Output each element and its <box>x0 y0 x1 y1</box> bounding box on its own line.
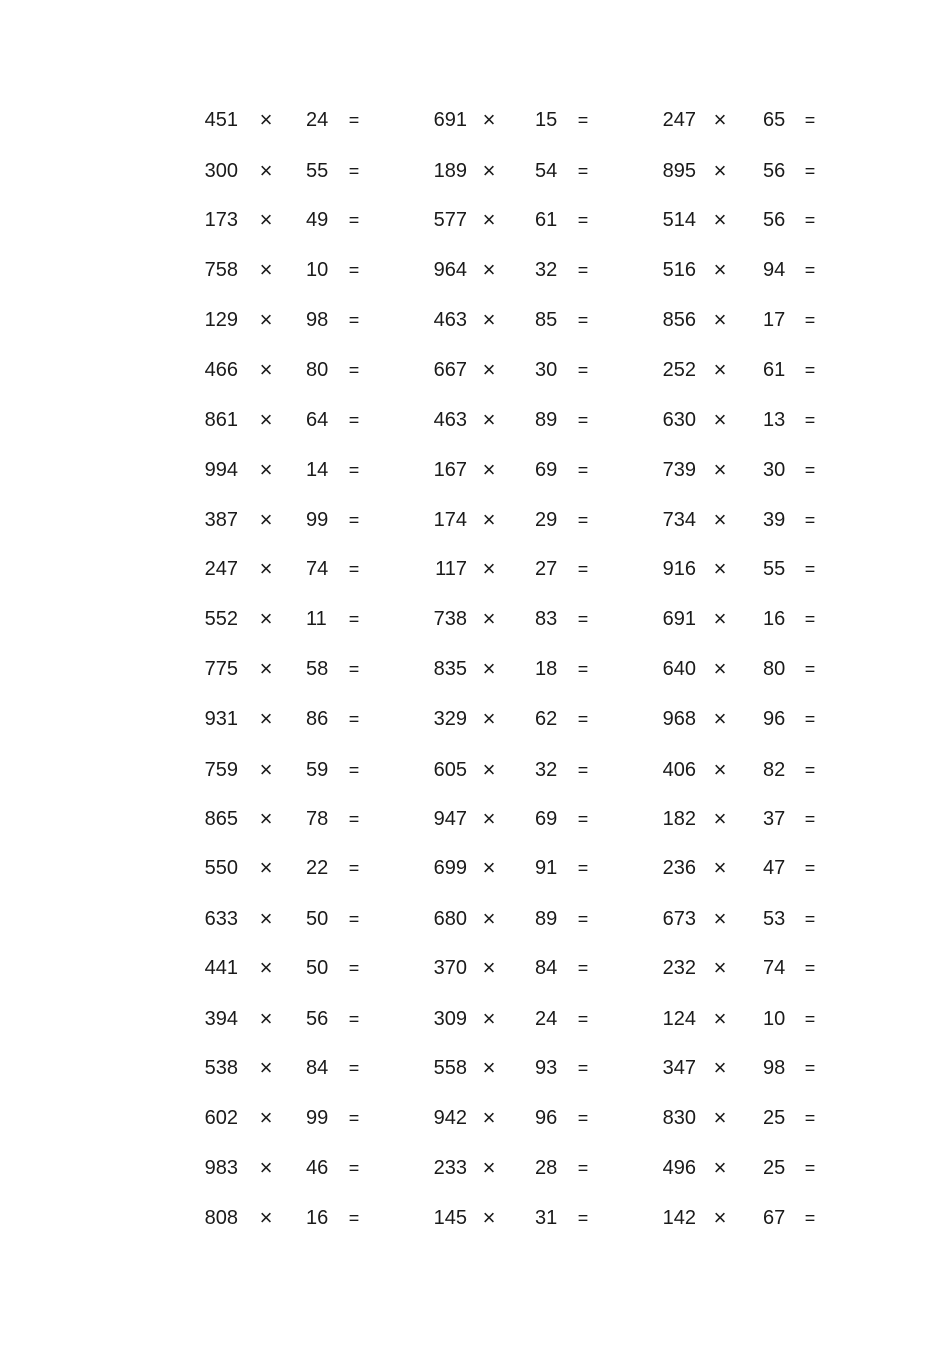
multiplicand: 514 <box>662 209 696 231</box>
multiply-sign: × <box>259 757 273 782</box>
equals-sign: = <box>348 909 360 929</box>
multiplicand: 463 <box>433 309 467 331</box>
equals-sign: = <box>348 260 360 280</box>
equals-sign: = <box>348 1058 360 1078</box>
multiplier: 98 <box>306 309 329 331</box>
multiply-sign: × <box>713 706 727 731</box>
multiply-sign: × <box>259 158 273 183</box>
multiply-sign: × <box>713 158 727 183</box>
multiply-sign: × <box>482 955 496 980</box>
multiply-sign: × <box>482 1155 496 1180</box>
multiplier: 16 <box>306 1207 329 1229</box>
equals-sign: = <box>348 760 360 780</box>
multiplier: 16 <box>763 608 786 630</box>
equals-sign: = <box>804 1058 816 1078</box>
multiplicand: 835 <box>433 658 467 680</box>
problem-row <box>0 853 950 883</box>
multiply-sign: × <box>259 507 273 532</box>
multiply-sign: × <box>713 806 727 831</box>
problem-row <box>0 355 950 385</box>
equals-sign: = <box>804 909 816 929</box>
multiplicand: 758 <box>204 259 238 281</box>
multiplicand: 808 <box>204 1207 238 1229</box>
problem-row <box>0 1004 950 1034</box>
equals-sign: = <box>577 559 589 579</box>
multiplier: 84 <box>535 957 558 979</box>
multiply-sign: × <box>482 706 496 731</box>
equals-sign: = <box>804 709 816 729</box>
multiply-sign: × <box>482 556 496 581</box>
equals-sign: = <box>804 161 816 181</box>
multiplicand: 117 <box>435 558 467 580</box>
multiplicand: 916 <box>662 558 696 580</box>
multiplier: 67 <box>763 1207 786 1229</box>
multiplier: 37 <box>763 808 786 830</box>
multiply-sign: × <box>482 806 496 831</box>
equals-sign: = <box>577 110 589 130</box>
multiplicand: 738 <box>433 608 467 630</box>
problem-row <box>0 654 950 684</box>
multiplicand: 538 <box>204 1057 238 1079</box>
equals-sign: = <box>577 809 589 829</box>
multiplier: 83 <box>535 608 558 630</box>
multiply-sign: × <box>713 606 727 631</box>
multiply-sign: × <box>482 107 496 132</box>
multiplicand: 895 <box>662 160 696 182</box>
equals-sign: = <box>348 858 360 878</box>
equals-sign: = <box>348 410 360 430</box>
equals-sign: = <box>348 1158 360 1178</box>
equals-sign: = <box>348 210 360 230</box>
equals-sign: = <box>577 210 589 230</box>
equals-sign: = <box>804 410 816 430</box>
multiplicand: 189 <box>433 160 467 182</box>
multiplicand: 861 <box>204 409 238 431</box>
multiplier: 99 <box>306 1107 329 1129</box>
multiply-sign: × <box>259 606 273 631</box>
multiplicand: 964 <box>433 259 467 281</box>
equals-sign: = <box>577 1108 589 1128</box>
equals-sign: = <box>804 559 816 579</box>
equals-sign: = <box>804 360 816 380</box>
problem-row <box>0 1153 950 1183</box>
multiplier: 55 <box>763 558 786 580</box>
multiplier: 25 <box>763 1157 786 1179</box>
multiply-sign: × <box>482 757 496 782</box>
multiplicand: 633 <box>204 908 238 930</box>
multiplier: 54 <box>535 160 558 182</box>
multiplicand: 630 <box>662 409 696 431</box>
multiply-sign: × <box>713 855 727 880</box>
problem-row <box>0 255 950 285</box>
multiply-sign: × <box>259 855 273 880</box>
problem-row <box>0 156 950 186</box>
multiplier: 13 <box>763 409 786 431</box>
equals-sign: = <box>577 609 589 629</box>
multiplicand: 734 <box>662 509 696 531</box>
equals-sign: = <box>348 310 360 330</box>
multiplicand: 983 <box>204 1157 238 1179</box>
multiplier: 27 <box>535 558 558 580</box>
multiply-sign: × <box>259 656 273 681</box>
multiply-sign: × <box>482 257 496 282</box>
multiplicand: 577 <box>433 209 467 231</box>
multiplier: 24 <box>306 109 329 131</box>
multiply-sign: × <box>713 656 727 681</box>
multiplicand: 673 <box>662 908 696 930</box>
equals-sign: = <box>804 809 816 829</box>
multiplier: 62 <box>535 708 558 730</box>
multiply-sign: × <box>259 1006 273 1031</box>
equals-sign: = <box>577 1058 589 1078</box>
problem-row <box>0 305 950 335</box>
equals-sign: = <box>348 709 360 729</box>
multiplier: 24 <box>535 1008 558 1030</box>
multiply-sign: × <box>482 507 496 532</box>
multiplicand: 466 <box>204 359 238 381</box>
equals-sign: = <box>577 1208 589 1228</box>
equals-sign: = <box>577 310 589 330</box>
multiplier: 98 <box>763 1057 786 1079</box>
multiply-sign: × <box>713 507 727 532</box>
problem-row <box>0 804 950 834</box>
multiplier: 78 <box>306 808 329 830</box>
multiplier: 53 <box>763 908 786 930</box>
multiplier: 47 <box>763 857 786 879</box>
multiplicand: 309 <box>433 1008 467 1030</box>
multiplicand: 173 <box>204 209 238 231</box>
equals-sign: = <box>577 260 589 280</box>
multiplier: 85 <box>535 309 558 331</box>
equals-sign: = <box>348 360 360 380</box>
multiply-sign: × <box>482 855 496 880</box>
multiply-sign: × <box>259 307 273 332</box>
multiplier: 96 <box>535 1107 558 1129</box>
multiply-sign: × <box>259 257 273 282</box>
multiplier: 89 <box>535 908 558 930</box>
multiply-sign: × <box>713 307 727 332</box>
equals-sign: = <box>804 460 816 480</box>
multiply-sign: × <box>259 1105 273 1130</box>
equals-sign: = <box>348 659 360 679</box>
multiplier: 89 <box>535 409 558 431</box>
multiplier: 61 <box>763 359 786 381</box>
equals-sign: = <box>804 858 816 878</box>
multiplicand: 516 <box>662 259 696 281</box>
equals-sign: = <box>348 460 360 480</box>
multiply-sign: × <box>713 1006 727 1031</box>
multiplier: 10 <box>306 259 329 281</box>
equals-sign: = <box>804 1108 816 1128</box>
multiplicand: 451 <box>204 109 238 131</box>
equals-sign: = <box>577 958 589 978</box>
multiplicand: 129 <box>204 309 238 331</box>
equals-sign: = <box>577 410 589 430</box>
problem-row <box>0 1053 950 1083</box>
multiplicand: 406 <box>662 759 696 781</box>
multiply-sign: × <box>713 757 727 782</box>
multiply-sign: × <box>713 1105 727 1130</box>
multiply-sign: × <box>259 556 273 581</box>
multiplier: 96 <box>763 708 786 730</box>
equals-sign: = <box>804 958 816 978</box>
multiplicand: 775 <box>204 658 238 680</box>
multiply-sign: × <box>259 107 273 132</box>
multiply-sign: × <box>259 806 273 831</box>
multiplier: 56 <box>763 160 786 182</box>
equals-sign: = <box>577 909 589 929</box>
multiplicand: 233 <box>433 1157 467 1179</box>
multiply-sign: × <box>482 457 496 482</box>
multiply-sign: × <box>482 158 496 183</box>
equals-sign: = <box>348 110 360 130</box>
multiply-sign: × <box>713 457 727 482</box>
multiplicand: 347 <box>662 1057 696 1079</box>
multiply-sign: × <box>713 955 727 980</box>
equals-sign: = <box>577 1009 589 1029</box>
multiplier: 56 <box>763 209 786 231</box>
problem-row <box>0 604 950 634</box>
multiplier: 64 <box>306 409 329 431</box>
multiply-sign: × <box>259 457 273 482</box>
equals-sign: = <box>804 1208 816 1228</box>
multiplier: 46 <box>306 1157 329 1179</box>
multiply-sign: × <box>482 307 496 332</box>
equals-sign: = <box>804 310 816 330</box>
multiply-sign: × <box>259 207 273 232</box>
multiplicand: 931 <box>204 708 238 730</box>
equals-sign: = <box>804 510 816 530</box>
multiplier: 31 <box>535 1207 558 1229</box>
multiplicand: 394 <box>204 1008 238 1030</box>
problem-row <box>0 755 950 785</box>
multiplicand: 942 <box>433 1107 467 1129</box>
multiplicand: 252 <box>662 359 696 381</box>
equals-sign: = <box>577 460 589 480</box>
multiplier: 50 <box>306 908 329 930</box>
multiply-sign: × <box>259 955 273 980</box>
equals-sign: = <box>348 958 360 978</box>
problem-row <box>0 405 950 435</box>
multiply-sign: × <box>259 706 273 731</box>
multiplicand: 300 <box>204 160 238 182</box>
multiply-sign: × <box>259 906 273 931</box>
multiplicand: 856 <box>662 309 696 331</box>
multiplicand: 605 <box>433 759 467 781</box>
multiplicand: 550 <box>204 857 238 879</box>
multiplier: 11 <box>306 608 327 630</box>
equals-sign: = <box>348 559 360 579</box>
multiply-sign: × <box>713 906 727 931</box>
equals-sign: = <box>577 858 589 878</box>
multiplier: 74 <box>763 957 786 979</box>
equals-sign: = <box>348 609 360 629</box>
multiplicand: 463 <box>433 409 467 431</box>
multiplier: 61 <box>535 209 558 231</box>
multiplicand: 247 <box>204 558 238 580</box>
equals-sign: = <box>348 1009 360 1029</box>
problem-row <box>0 205 950 235</box>
multiplier: 94 <box>763 259 786 281</box>
multiplier: 32 <box>535 259 558 281</box>
multiply-sign: × <box>259 1205 273 1230</box>
multiplicand: 174 <box>433 509 467 531</box>
multiply-sign: × <box>482 407 496 432</box>
multiply-sign: × <box>259 407 273 432</box>
equals-sign: = <box>804 210 816 230</box>
multiply-sign: × <box>482 606 496 631</box>
multiply-sign: × <box>482 906 496 931</box>
multiplicand: 236 <box>662 857 696 879</box>
multiplicand: 142 <box>662 1207 696 1229</box>
multiply-sign: × <box>259 1155 273 1180</box>
multiplicand: 167 <box>433 459 467 481</box>
multiplier: 17 <box>763 309 786 331</box>
multiplicand: 329 <box>433 708 467 730</box>
multiplicand: 441 <box>204 957 238 979</box>
multiply-sign: × <box>482 1105 496 1130</box>
multiplier: 65 <box>763 109 786 131</box>
equals-sign: = <box>348 1108 360 1128</box>
multiplier: 58 <box>306 658 329 680</box>
problem-row <box>0 1103 950 1133</box>
multiplicand: 602 <box>204 1107 238 1129</box>
problem-row <box>0 554 950 584</box>
multiply-sign: × <box>482 1205 496 1230</box>
multiply-sign: × <box>259 1055 273 1080</box>
multiplier: 28 <box>535 1157 558 1179</box>
problem-row <box>0 1203 950 1233</box>
equals-sign: = <box>804 110 816 130</box>
multiplier: 84 <box>306 1057 329 1079</box>
multiplicand: 759 <box>204 759 238 781</box>
multiplier: 32 <box>535 759 558 781</box>
multiplier: 18 <box>535 658 558 680</box>
equals-sign: = <box>804 659 816 679</box>
equals-sign: = <box>577 709 589 729</box>
multiplicand: 968 <box>662 708 696 730</box>
multiplier: 80 <box>306 359 329 381</box>
multiply-sign: × <box>259 357 273 382</box>
equals-sign: = <box>348 809 360 829</box>
multiply-sign: × <box>482 207 496 232</box>
multiply-sign: × <box>713 407 727 432</box>
multiplicand: 496 <box>662 1157 696 1179</box>
multiplicand: 667 <box>433 359 467 381</box>
multiplicand: 947 <box>433 808 467 830</box>
multiplier: 74 <box>306 558 329 580</box>
multiplicand: 182 <box>662 808 696 830</box>
multiplier: 91 <box>535 857 558 879</box>
multiplier: 55 <box>306 160 329 182</box>
multiplier: 22 <box>306 857 329 879</box>
equals-sign: = <box>577 360 589 380</box>
multiply-sign: × <box>713 1055 727 1080</box>
multiplicand: 552 <box>204 608 238 630</box>
multiply-sign: × <box>713 257 727 282</box>
multiplicand: 145 <box>433 1207 467 1229</box>
problem-row <box>0 105 950 135</box>
multiply-sign: × <box>713 1155 727 1180</box>
problem-row <box>0 455 950 485</box>
multiplicand: 387 <box>204 509 238 531</box>
equals-sign: = <box>804 1009 816 1029</box>
multiplier: 86 <box>306 708 329 730</box>
problem-row <box>0 904 950 934</box>
equals-sign: = <box>348 1208 360 1228</box>
multiply-sign: × <box>713 1205 727 1230</box>
multiplier: 14 <box>306 459 329 481</box>
multiplier: 15 <box>535 109 558 131</box>
multiplier: 49 <box>306 209 329 231</box>
multiplier: 93 <box>535 1057 558 1079</box>
multiplier: 25 <box>763 1107 786 1129</box>
multiply-sign: × <box>713 357 727 382</box>
multiplier: 69 <box>535 459 558 481</box>
problem-row <box>0 505 950 535</box>
multiply-sign: × <box>713 107 727 132</box>
multiplicand: 699 <box>433 857 467 879</box>
equals-sign: = <box>804 260 816 280</box>
multiplicand: 232 <box>662 957 696 979</box>
multiplier: 82 <box>763 759 786 781</box>
multiplier: 99 <box>306 509 329 531</box>
multiplicand: 558 <box>433 1057 467 1079</box>
multiplicand: 691 <box>662 608 696 630</box>
problem-row <box>0 953 950 983</box>
multiplicand: 865 <box>204 808 238 830</box>
equals-sign: = <box>804 609 816 629</box>
multiplicand: 124 <box>662 1008 696 1030</box>
multiplicand: 247 <box>662 109 696 131</box>
multiply-sign: × <box>713 556 727 581</box>
multiplicand: 739 <box>662 459 696 481</box>
multiplier: 10 <box>763 1008 786 1030</box>
equals-sign: = <box>577 1158 589 1178</box>
equals-sign: = <box>577 760 589 780</box>
multiplicand: 994 <box>204 459 238 481</box>
multiplicand: 640 <box>662 658 696 680</box>
equals-sign: = <box>348 161 360 181</box>
multiply-sign: × <box>482 357 496 382</box>
multiplier: 30 <box>763 459 786 481</box>
multiplicand: 691 <box>433 109 467 131</box>
multiplier: 30 <box>535 359 558 381</box>
multiplicand: 680 <box>433 908 467 930</box>
multiply-sign: × <box>482 1055 496 1080</box>
equals-sign: = <box>348 510 360 530</box>
equals-sign: = <box>804 1158 816 1178</box>
problem-row <box>0 704 950 734</box>
equals-sign: = <box>804 760 816 780</box>
equals-sign: = <box>577 659 589 679</box>
multiplier: 39 <box>763 509 786 531</box>
multiply-sign: × <box>482 656 496 681</box>
multiplier: 56 <box>306 1008 329 1030</box>
multiply-sign: × <box>482 1006 496 1031</box>
multiplicand: 370 <box>433 957 467 979</box>
multiplier: 59 <box>306 759 329 781</box>
multiplier: 50 <box>306 957 329 979</box>
equals-sign: = <box>577 161 589 181</box>
multiplier: 29 <box>535 509 558 531</box>
multiplier: 69 <box>535 808 558 830</box>
multiply-sign: × <box>713 207 727 232</box>
multiplicand: 830 <box>662 1107 696 1129</box>
equals-sign: = <box>577 510 589 530</box>
multiplier: 80 <box>763 658 786 680</box>
